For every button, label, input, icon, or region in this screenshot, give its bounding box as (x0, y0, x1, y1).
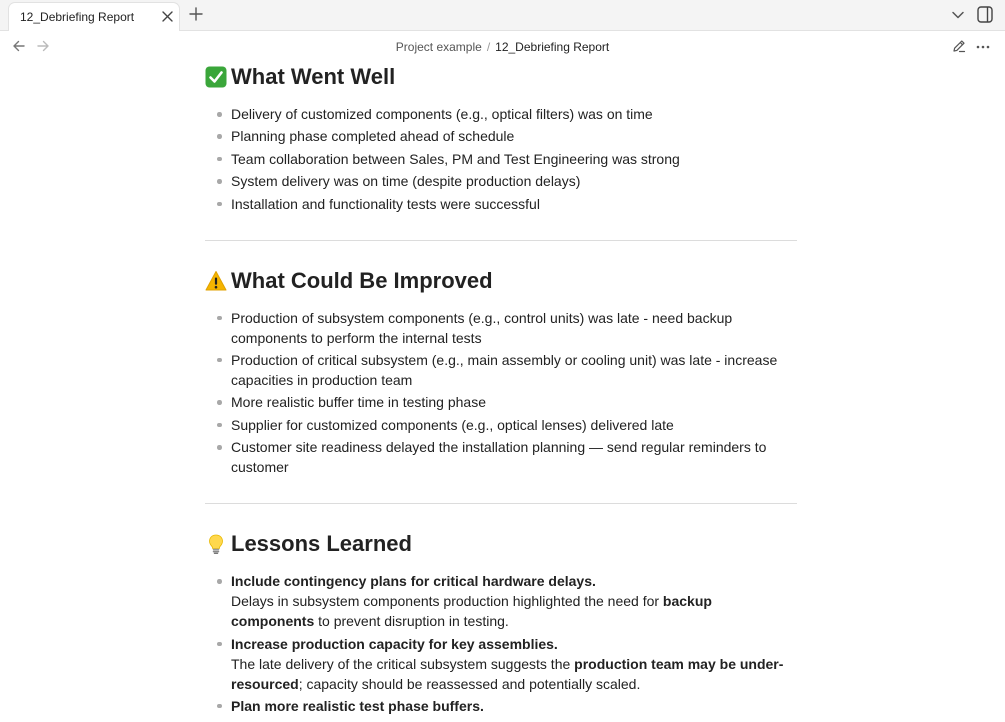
lesson-text-bold: backup components (231, 593, 712, 630)
list-item: Team collaboration between Sales, PM and Test Engineering was strong (205, 149, 797, 169)
list-item: Delivery of customized components (e.g., optical filters) was on time (205, 104, 797, 124)
chevron-down-icon[interactable] (951, 9, 965, 21)
lesson-text: The late delivery of the critical subsystem suggests the (231, 655, 575, 672)
went-well-list (205, 104, 797, 214)
breadcrumb-parent[interactable]: Project example (395, 40, 482, 54)
divider (205, 240, 797, 241)
list-item: Customer site readiness delayed the installation planning — send regular reminders to customer (205, 437, 797, 477)
light-bulb-icon (205, 533, 227, 555)
document-body (205, 60, 797, 718)
lesson-heading: Increase production capacity for key assemblies. (231, 635, 558, 652)
sidebar-toggle-icon[interactable] (977, 6, 993, 23)
section-what-went-well (205, 60, 797, 214)
list-item (205, 571, 797, 631)
divider (205, 503, 797, 504)
list-item: Production of subsystem components (e.g., control units) was late - need backup components to perform the internal tests (205, 308, 797, 348)
check-mark-button-icon (205, 66, 227, 88)
heading-what-could-be-improved (205, 264, 797, 298)
lessons-list (205, 571, 797, 716)
list-item (205, 634, 797, 694)
lesson-text: ; capacity should be reassessed and potentially scaled. (298, 675, 641, 692)
breadcrumb (0, 40, 1005, 54)
more-options-icon[interactable] (976, 45, 990, 49)
close-icon[interactable] (161, 10, 174, 23)
lesson-heading: Plan more realistic test phase buffers. (231, 697, 484, 714)
lesson-text: to prevent disruption in testing. (314, 613, 509, 630)
section-what-could-be-improved (205, 264, 797, 478)
breadcrumb-separator: / (486, 40, 491, 54)
list-item: System delivery was on time (despite production delays) (205, 171, 797, 191)
tab-bar (0, 0, 1005, 31)
heading-text: What Went Well (231, 64, 396, 89)
improve-list (205, 308, 797, 478)
section-lessons-learned (205, 527, 797, 716)
list-item: Installation and functionality tests were successful (205, 194, 797, 214)
heading-what-went-well (205, 60, 797, 94)
lesson-heading: Include contingency plans for critical hardware delays. (231, 573, 596, 590)
tab-title: 12_Debriefing Report (20, 10, 135, 24)
warning-icon (205, 270, 227, 292)
lesson-text-bold: production team may be under-resourced (231, 655, 784, 692)
nav-bar (0, 31, 1005, 62)
heading-text: What Could Be Improved (231, 267, 493, 293)
list-item (205, 696, 797, 716)
lesson-text: Delays in subsystem components production highlighted the need for (231, 593, 663, 610)
heading-text: Lessons Learned (231, 531, 412, 557)
tab-debriefing-report[interactable] (8, 2, 180, 32)
plus-icon[interactable] (189, 7, 203, 21)
breadcrumb-current[interactable]: 12_Debriefing Report (495, 40, 610, 54)
pencil-icon[interactable] (952, 39, 966, 53)
list-item: More realistic buffer time in testing phase (205, 392, 797, 412)
list-item: Supplier for customized components (e.g., optical lenses) delivered late (205, 415, 797, 435)
heading-lessons-learned (205, 527, 797, 561)
list-item: Production of critical subsystem (e.g., main assembly or cooling unit) was late - increase capacities in production team (205, 350, 797, 390)
list-item: Planning phase completed ahead of schedule (205, 126, 797, 146)
